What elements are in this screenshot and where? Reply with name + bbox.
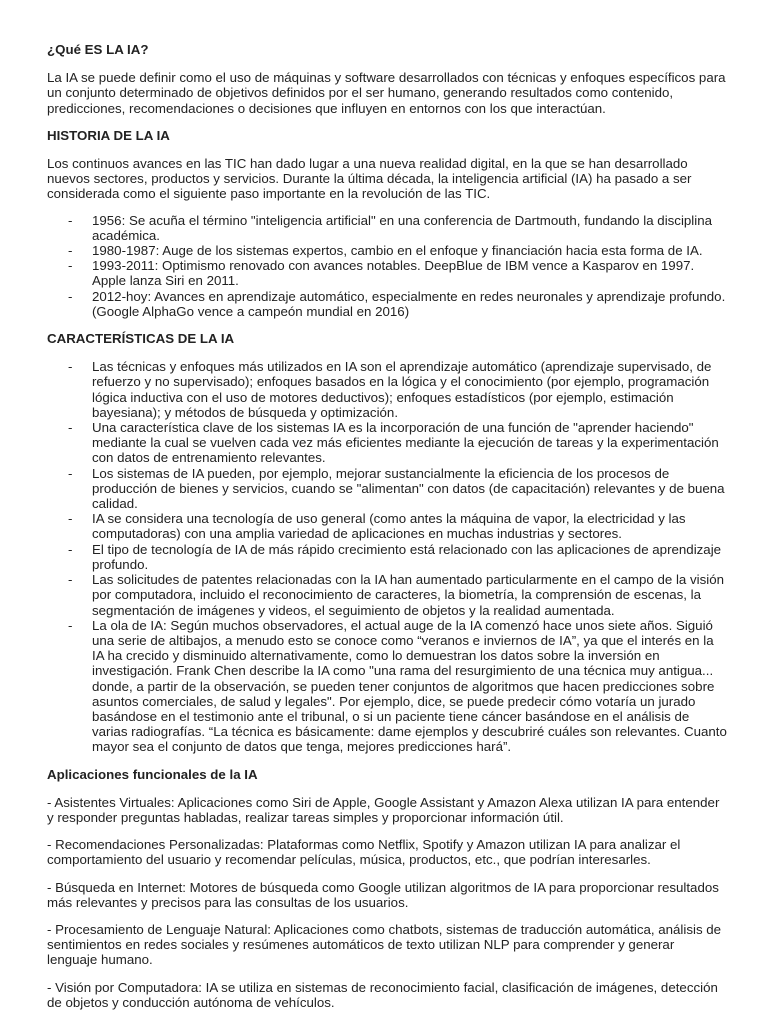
history-paragraph: Los continuos avances en las TIC han dado lugar a una nueva realidad digital, en la que se han desarrollado nuevos sectores, productos y servicios. Durante la última década, la inteligencia artificial (IA) ha pasado a ser considerada como el siguiente paso importante en la revolución de las TIC. — [47, 156, 692, 202]
application-paragraph: - Asistentes Virtuales: Aplicaciones como Siri de Apple, Google Assistant y Amazon Alexa utilizan IA para entender y responder preguntas habladas, realizar tareas simples y proporcionar información útil. — [47, 794, 720, 825]
list-item: - Las técnicas y enfoques más utilizados en IA son el aprendizaje automático (aprendizaje supervisado, de refuerzo y no supervisado); enfoques basados en la lógica y el conocimiento (por ejemplo, programación lógica inductiva con el uso de motores deductivos); enfoques estadísticos (por ejemplo, estimación bayesiana); y métodos de búsqueda y optimización. — [47, 359, 728, 420]
list-item: - La ola de IA: Según muchos observadores, el actual auge de la IA comenzó hace unos siete años. Siguió una serie de altibajos, a menudo esto se conoce como “veranos e inviernos de IA”, ya que el interés en la IA ha crecido y disminuido alternativamente, como lo demuestran los datos sobre la inversión en investigación. Frank Chen describe la IA como "una rama del resurgimiento de una técnica muy antigua... donde, a partir de la observación, se pueden tener conjuntos de algoritmos que hacen predicciones sobre asuntos comerciales, de salud y legales". Por ejemplo, dice, se puede predecir cómo votaría un jurado basándose en el testimonio ante el tribunal, o si un paciente tiene cáncer basándose en el análisis de varias radiografías. “La técnica es básicamente: dame ejemplos y descubriré cuáles son relevantes. Cuanto mayor sea el conjunto de datos que tenga, mejores predicciones hará”. — [47, 618, 728, 755]
applications-list — [47, 795, 728, 1010]
list-item: - IA se considera una tecnología de uso general (como antes la máquina de vapor, la electricidad y las computadoras) con una amplia variedad de aplicaciones en muchas industrias y sectores. — [47, 511, 728, 541]
section-title-characteristics: CARACTERÍSTICAS DE LA IA — [47, 331, 235, 347]
application-paragraph: - Recomendaciones Personalizadas: Plataformas como Netflix, Spotify y Amazon utilizan IA para analizar el comportamiento del usuario y recomendar películas, música, productos, etc., que podrían interesarles. — [47, 837, 681, 868]
list-item: - Los sistemas de IA pueden, por ejemplo, mejorar sustancialmente la eficiencia de los procesos de producción de bienes y servicios, cuando se "alimentan" con datos (de capacitación) relevantes y de buena calidad. — [47, 466, 728, 512]
list-item: - 2012-hoy: Avances en aprendizaje automático, especialmente en redes neuronales y aprendizaje profundo. (Google AlphaGo vence a campeón mundial en 2016) — [47, 289, 728, 319]
history-list — [47, 213, 728, 319]
list-item: - El tipo de tecnología de IA de más rápido crecimiento está relacionado con las aplicaciones de aprendizaje profundo. — [47, 542, 728, 572]
list-item: - Las solicitudes de patentes relacionadas con la IA han aumentado particularmente en el campo de la visión por computadora, incluido el reconocimiento de caracteres, la biometría, la comprensión de escenas, la segmentación de imágenes y videos, el seguimiento de objetos y la realidad aumentada. — [47, 572, 728, 618]
section-title-what-is-ai: ¿Qué ES LA IA? — [47, 42, 149, 57]
what-is-ai-paragraph: La IA se puede definir como el uso de máquinas y software desarrollados con técnicas y enfoques específicos para un conjunto determinado de objetivos definidos por el ser humano, generando resultados como contenido, predicciones, recomendaciones o decisiones que influyen en entornos con los que interactúan. — [47, 70, 726, 116]
list-item: - Una característica clave de los sistemas IA es la incorporación de una función de "aprender haciendo" mediante la cual se vuelven cada vez más eficientes mediante la ejecución de tareas y la experimentación con datos de entrenamiento relevantes. — [47, 420, 728, 466]
section-title-history: HISTORIA DE LA IA — [47, 127, 170, 143]
characteristics-list — [47, 359, 728, 754]
application-paragraph: - Visión por Computadora: IA se utiliza en sistemas de reconocimiento facial, clasificación de imágenes, detección de objetos y conducción autónoma de vehículos. — [47, 979, 718, 1010]
section-title-applications: Aplicaciones funcionales de la IA — [47, 766, 258, 782]
list-item: - 1993-2011: Optimismo renovado con avances notables. DeepBlue de IBM vence a Kasparov en 1997. Apple lanza Siri en 2011. — [47, 258, 728, 288]
list-item: - 1980-1987: Auge de los sistemas expertos, cambio en el enfoque y financiación hacia esta forma de IA. — [47, 243, 728, 258]
list-item: - 1956: Se acuña el término "inteligencia artificial" en una conferencia de Dartmouth, fundando la disciplina académica. — [47, 213, 728, 243]
application-paragraph: - Búsqueda en Internet: Motores de búsqueda como Google utilizan algoritmos de IA para proporcionar resultados más relevantes y precisos para las consultas de los usuarios. — [47, 879, 719, 910]
application-paragraph: - Procesamiento de Lenguaje Natural: Aplicaciones como chatbots, sistemas de traducción automática, análisis de sentimientos en redes sociales y resúmenes automáticos de texto utilizan NLP para comprender y generar lenguaje humano. — [47, 921, 722, 968]
